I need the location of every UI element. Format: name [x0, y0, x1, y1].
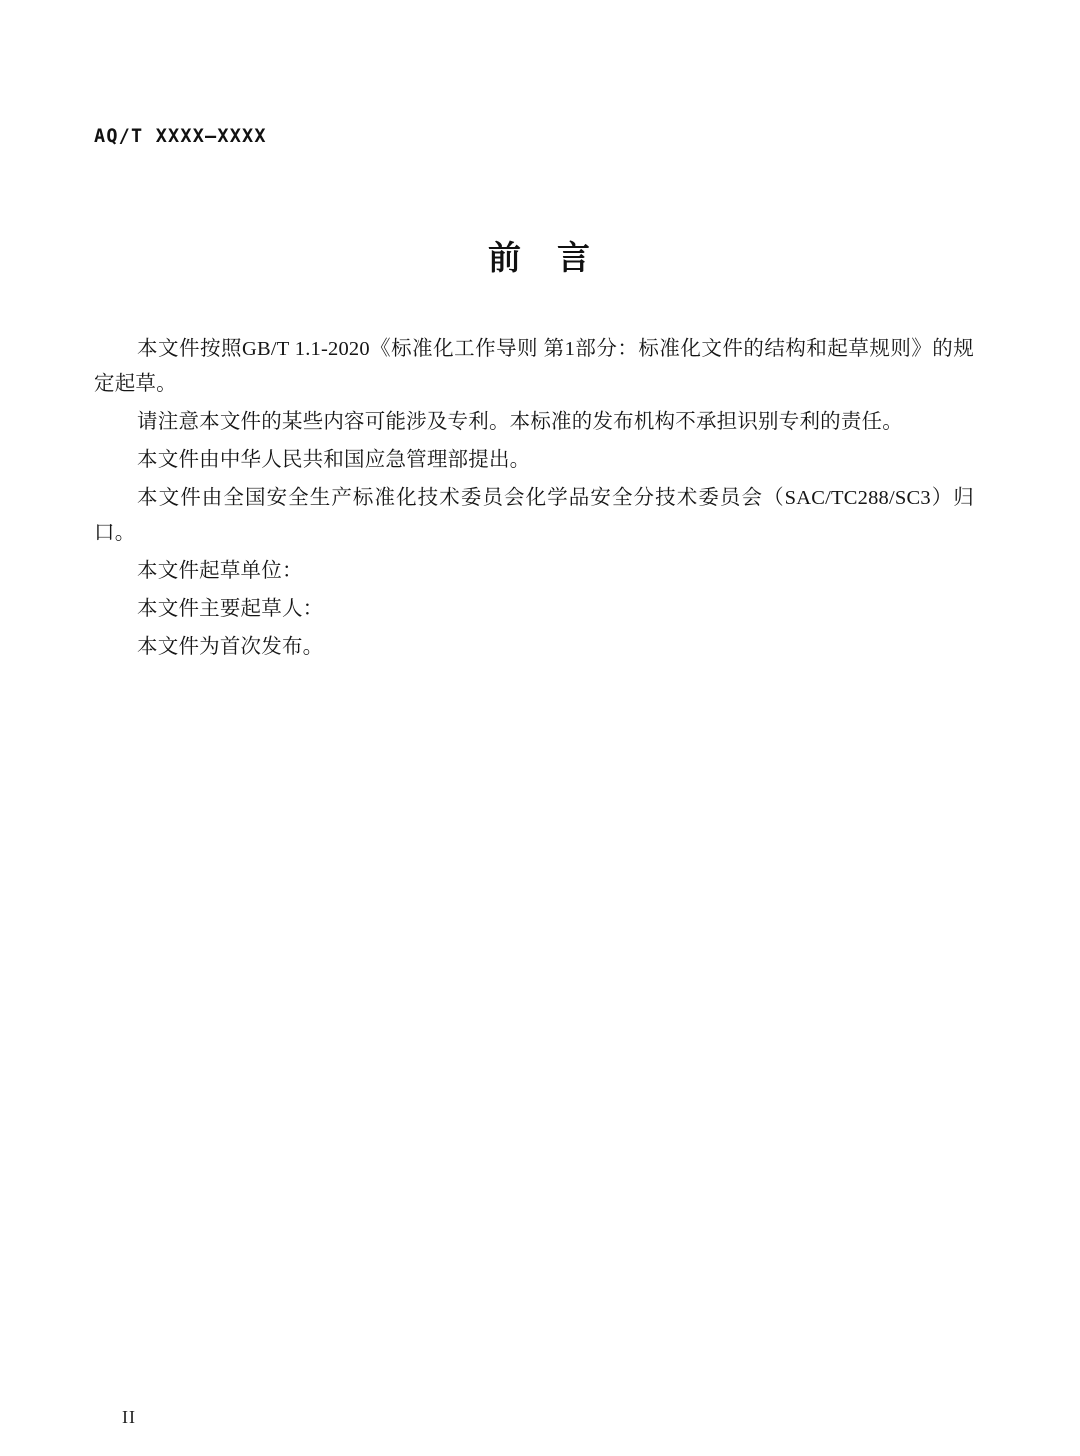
foreword-paragraph-3: 本文件由中华人民共和国应急管理部提出。 — [137, 449, 531, 471]
standard-number-header: AQ/T XXXX—XXXX — [94, 126, 267, 147]
foreword-paragraph-2: 请注意本文件的某些内容可能涉及专利。本标准的发布机构不承担识别专利的责任。 — [137, 411, 903, 433]
page-number: II — [122, 1407, 136, 1427]
foreword-paragraph-5: 本文件起草单位： — [137, 560, 303, 582]
foreword-paragraph-6: 本文件主要起草人： — [137, 598, 324, 620]
foreword-paragraph-1: 本文件按照GB/T 1.1-2020《标准化工作导则 第1部分：标准化文件的结构和起草规则》的规定起草。 — [94, 338, 974, 395]
foreword-paragraph-7: 本文件为首次发布。 — [137, 636, 324, 658]
foreword-body — [94, 332, 974, 665]
page-title-left: 前 — [488, 238, 523, 277]
page-title-right: 言 — [557, 238, 592, 277]
page-title — [0, 232, 1080, 279]
foreword-paragraph-4: 本文件由全国安全生产标准化技术委员会化学品安全分技术委员会（SAC/TC288/SC3）归口。 — [94, 487, 974, 544]
